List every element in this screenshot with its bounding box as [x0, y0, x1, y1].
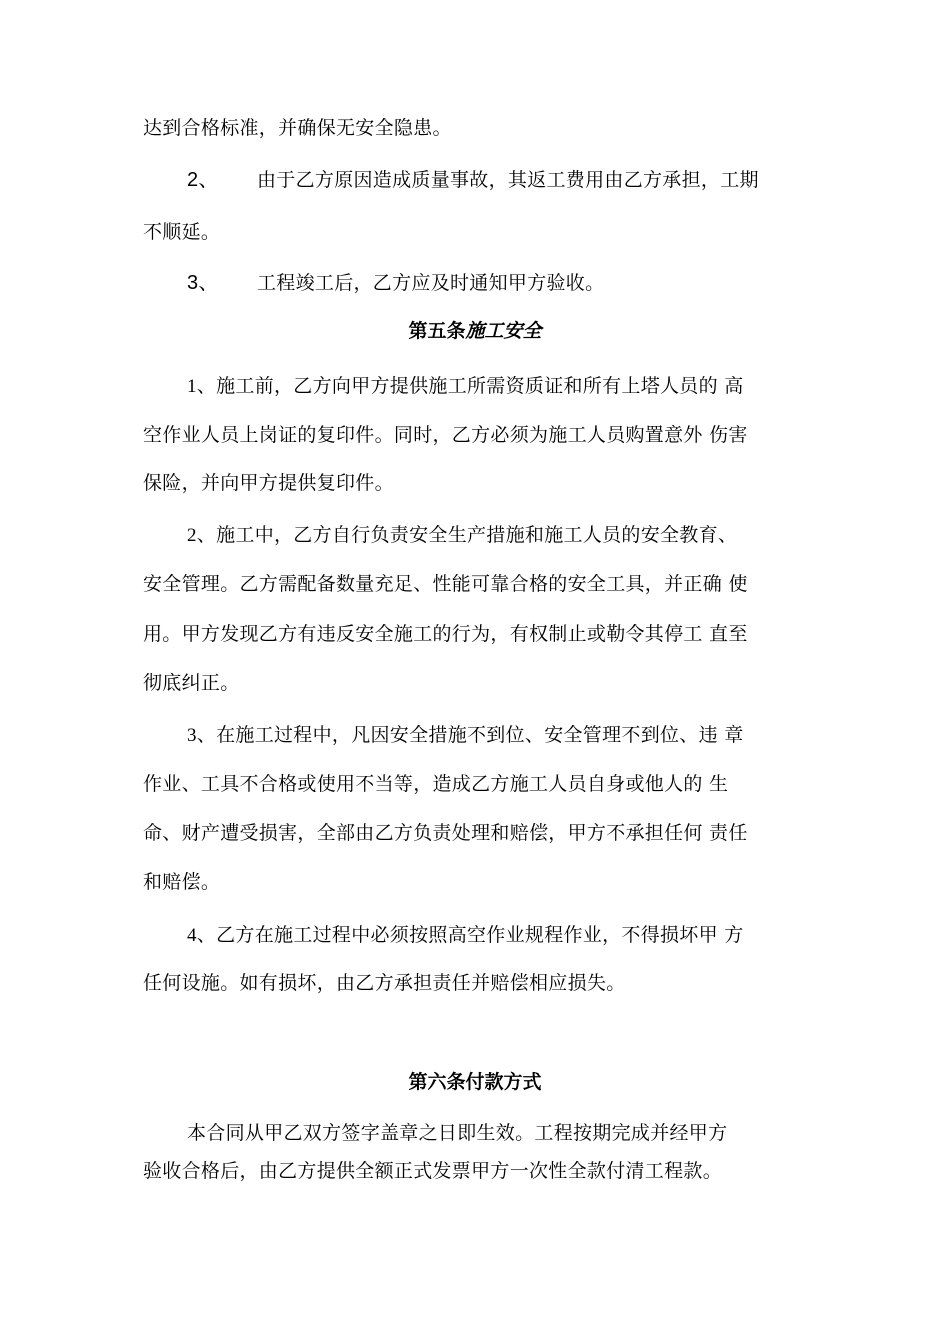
section-5-item-3-line4: 和赔偿。 [143, 871, 221, 893]
list-item-3-line1 [187, 270, 604, 296]
section-5-title-bold: 第五条 [408, 320, 466, 342]
section-5-item-4-line1 [187, 922, 744, 949]
item-number: 3、 [187, 725, 217, 746]
section-5-item-2-line3: 用。甲方发现乙方有违反安全施工的行为，有权制止或勒令其停工 直至 [143, 623, 748, 645]
item-number: 4、 [187, 925, 217, 946]
section-5-item-2-line2: 安全管理。乙方需配备数量充足、性能可靠合格的安全工具，并正确 使 [143, 573, 748, 595]
section-5-item-3-line3: 命、财产遭受损害，全部由乙方负责处理和赔偿，甲方不承担任何 责任 [143, 822, 748, 844]
section-5-item-1-line1 [187, 373, 744, 400]
section-5-item-3-line1 [187, 722, 744, 749]
list-item-text: 工程竣工后，乙方应及时通知甲方验收。 [257, 272, 605, 294]
section-6-heading: 第六条付款方式 [408, 1071, 542, 1093]
section-5-item-1-line3: 保险，并向甲方提供复印件。 [143, 472, 394, 494]
item-text: 在施工过程中，凡因安全措施不到位、安全管理不到位、违 章 [216, 724, 744, 746]
section-5-item-1-line2: 空作业人员上岗证的复印件。同时，乙方必须为施工人员购置意外 伤害 [143, 424, 748, 446]
list-item-2-line1 [187, 167, 759, 193]
list-item-text: 由于乙方原因造成质量事故，其返工费用由乙方承担，工期 [257, 169, 759, 191]
section-5-item-4-line2: 任何设施。如有损坏，由乙方承担责任并赔偿相应损失。 [143, 972, 626, 994]
section-5-heading [0, 318, 950, 344]
section-5-title-italic: 施工安全 [465, 320, 542, 342]
list-number: 3、 [187, 272, 219, 294]
list-item-2-line2: 不顺延。 [143, 221, 221, 243]
section-5-item-3-line2: 作业、工具不合格或使用不当等，造成乙方施工人员自身或他人的 生 [143, 773, 729, 795]
paragraph-line: 达到合格标准，并确保无安全隐患。 [143, 117, 452, 139]
item-text: 施工前，乙方向甲方提供施工所需资质证和所有上塔人员的 高 [216, 375, 744, 397]
section-6-line2: 验收合格后，由乙方提供全额正式发票甲方一次性全款付清工程款。 [143, 1160, 723, 1182]
section-5-item-2-line4: 彻底纠正。 [143, 672, 240, 694]
item-number: 1、 [187, 376, 217, 397]
item-text: 施工中，乙方自行负责安全生产措施和施工人员的安全教育、 [216, 524, 738, 546]
item-text: 乙方在施工过程中必须按照高空作业规程作业，不得损坏甲 方 [216, 924, 744, 946]
list-number: 2、 [187, 169, 219, 191]
section-5-item-2-line1 [187, 522, 737, 549]
item-number: 2、 [187, 525, 217, 546]
section-6-line1: 本合同从甲乙双方签字盖章之日即生效。工程按期完成并经甲方 [187, 1122, 728, 1144]
